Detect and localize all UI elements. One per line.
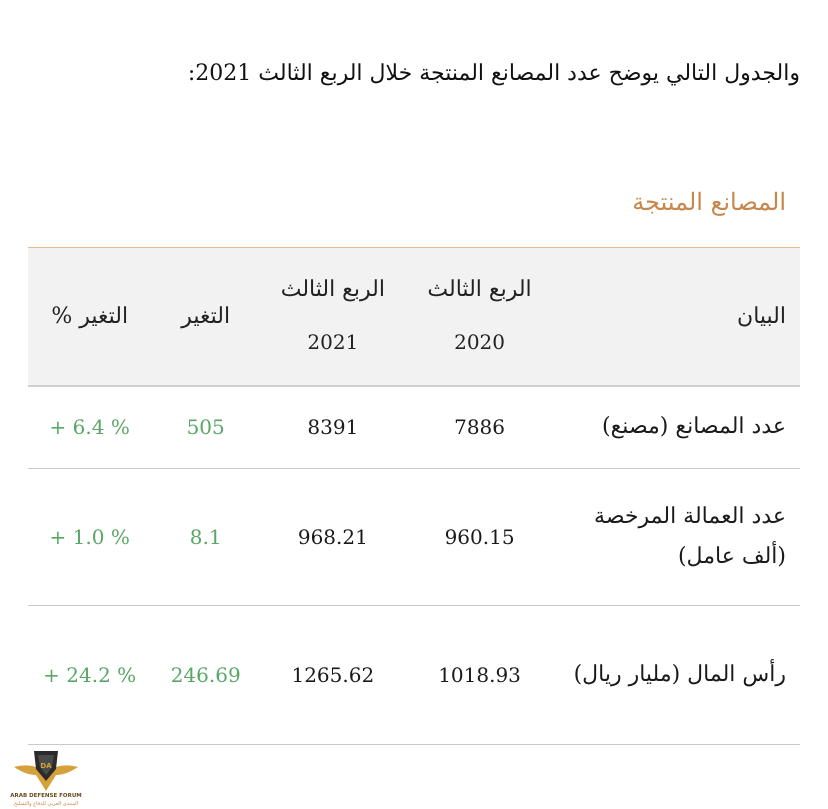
header-change-pct bbox=[28, 248, 151, 386]
header-q3-2021 bbox=[260, 248, 406, 386]
cell-q3-2021: 1265.62 bbox=[291, 663, 375, 687]
header-row bbox=[28, 248, 800, 386]
intro-text: والجدول التالي يوضح عدد المصانع المنتجة خلال الربع الثالث 2021: bbox=[187, 61, 800, 86]
logo-text: ARAB DEFENSE FORUM bbox=[10, 793, 82, 799]
cell-q3-2021: 8391 bbox=[307, 415, 359, 440]
row-label: عدد المصانع (مصنع) bbox=[602, 414, 786, 440]
cell-change: 246.69 bbox=[170, 663, 241, 687]
table-row bbox=[28, 469, 800, 606]
row-label: عدد العمالة المرخصة (ألف عامل) bbox=[594, 504, 786, 569]
cell-change-pct: % 24.2 + bbox=[43, 663, 137, 687]
cell-q3-2020: 1018.93 bbox=[438, 663, 521, 687]
data-table bbox=[28, 247, 800, 745]
svg-text:DA: DA bbox=[40, 762, 52, 770]
table-row bbox=[28, 606, 800, 745]
cell-q3-2020: 7886 bbox=[454, 415, 505, 440]
header-label-text: البيان bbox=[737, 303, 786, 329]
header-q3-2021-line2: 2021 bbox=[307, 330, 359, 355]
header-change bbox=[151, 248, 260, 386]
table-header bbox=[28, 248, 800, 386]
table-body bbox=[28, 386, 800, 745]
cell-change: 8.1 bbox=[189, 525, 222, 549]
logo-subtext: المنتدى العربي للدفاع والتسليح bbox=[13, 801, 79, 807]
arab-defense-forum-logo-icon bbox=[6, 745, 86, 807]
header-change-text: التغير bbox=[181, 303, 231, 329]
header-label bbox=[553, 248, 800, 386]
header-q3-2021-line1: الربع الثالث bbox=[280, 277, 385, 303]
table-row bbox=[28, 386, 800, 469]
cell-change-pct: % 6.4 + bbox=[49, 415, 130, 440]
cell-q3-2021: 968.21 bbox=[297, 525, 368, 549]
table-title: المصانع المنتجة bbox=[632, 188, 786, 216]
cell-change-pct: % 1.0 + bbox=[49, 525, 130, 549]
header-q3-2020-line1: الربع الثالث bbox=[427, 277, 532, 303]
header-change-pct-text: التغير % bbox=[51, 303, 129, 329]
header-q3-2020-line2: 2020 bbox=[454, 330, 505, 355]
row-label: رأس المال (مليار ريال) bbox=[573, 662, 786, 687]
header-q3-2020 bbox=[406, 248, 554, 386]
cell-q3-2020: 960.15 bbox=[444, 525, 515, 549]
cell-change: 505 bbox=[186, 415, 225, 440]
